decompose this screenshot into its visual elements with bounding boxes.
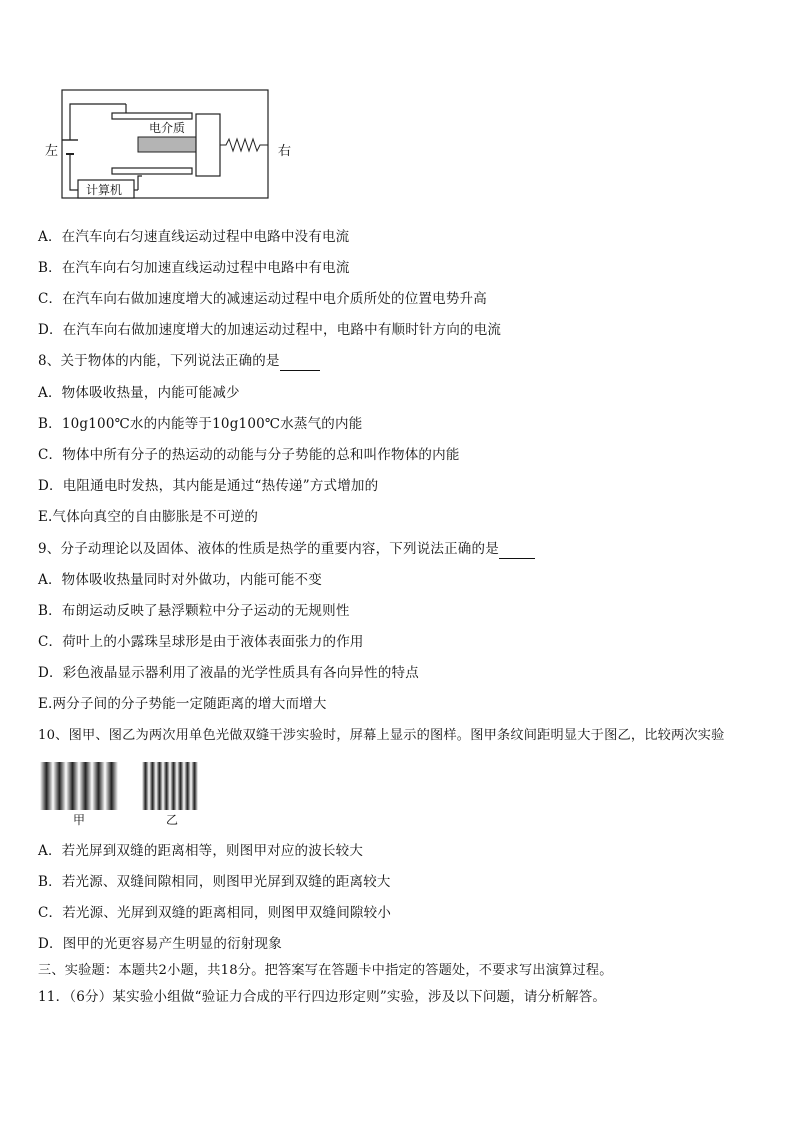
q9-option-e: E.两分子间的分子势能一定随距离的增大而增大 (38, 696, 327, 712)
q7-option-a: A．在汽车向右匀速直线运动过程中电路中没有电流 (38, 229, 350, 245)
q10-stem: 10、图甲、图乙为两次用单色光做双缝干涉实验时，屏幕上显示的图样。图甲条纹间距明显大于图乙，比较两次实验 (38, 728, 725, 743)
q9-stem (38, 540, 535, 559)
q9-option-c: C．荷叶上的小露珠呈球形是由于液体表面张力的作用 (38, 634, 364, 650)
q8-option-b: B．10g100℃水的内能等于10g100℃水蒸气的内能 (38, 416, 363, 432)
label-left: 左 (45, 144, 59, 159)
q9-option-b: B．布朗运动反映了悬浮颗粒中分子运动的无规则性 (38, 603, 350, 619)
computer-label: 计算机 (86, 183, 123, 197)
q10-option-a: A．若光屏到双缝的距离相等，则图甲对应的波长较大 (38, 843, 364, 859)
q10-option-b: B．若光源、双缝间隙相同，则图甲光屏到双缝的距离较大 (38, 874, 391, 890)
q8-option-e: E.气体向真空的自由膨胀是不可逆的 (38, 509, 259, 525)
q8-option-a: A．物体吸收热量，内能可能减少 (38, 385, 240, 401)
capacitor-circuit-figure (36, 84, 306, 204)
q7-option-b: B．在汽车向右匀加速直线运动过程中电路中有电流 (38, 260, 350, 276)
q8-stem-text: 8、关于物体的内能，下列说法正确的是 (38, 353, 280, 369)
dielectric-label: 电介质 (149, 121, 186, 135)
q9-option-a: A．物体吸收热量同时对外做功，内能可能不变 (38, 572, 322, 588)
q10-option-c: C．若光源、光屏到双缝的距离相同，则图甲双缝间隙较小 (38, 905, 392, 921)
interference-pattern-jia (40, 762, 120, 810)
q7-option-c: C．在汽车向右做加速度增大的减速运动过程中电介质所处的位置电势升高 (38, 291, 487, 307)
label-right: 右 (278, 144, 292, 159)
fig-label-yi: 乙 (166, 813, 179, 827)
fig-label-jia: 甲 (73, 813, 86, 827)
q8-option-c: C．物体中所有分子的热运动的动能与分子势能的总和叫作物体的内能 (38, 447, 460, 463)
interference-pattern-yi (142, 762, 200, 810)
answer-blank (499, 540, 535, 559)
answer-blank (280, 352, 320, 371)
q9-stem-text: 9、分子动理论以及固体、液体的性质是热学的重要内容，下列说法正确的是 (38, 541, 499, 557)
q7-option-d: D．在汽车向右做加速度增大的加速运动过程中，电路中有顺时针方向的电流 (38, 322, 502, 338)
q8-stem (38, 352, 320, 371)
q9-option-d: D．彩色液晶显示器利用了液晶的光学性质具有各向异性的特点 (38, 665, 419, 681)
q10-option-d: D．图甲的光更容易产生明显的衍射现象 (38, 936, 282, 952)
q11-stem: 11．（6分）某实验小组做“验证力合成的平行四边形定则”实验，涉及以下问题，请分析解答。 (38, 989, 607, 1005)
q8-option-d: D．电阻通电时发热，其内能是通过“热传递”方式增加的 (38, 478, 379, 494)
section-heading: 三、实验题：本题共2小题，共18分。把答案写在答题卡中指定的答题处，不要求写出演算过程。 (38, 963, 613, 978)
